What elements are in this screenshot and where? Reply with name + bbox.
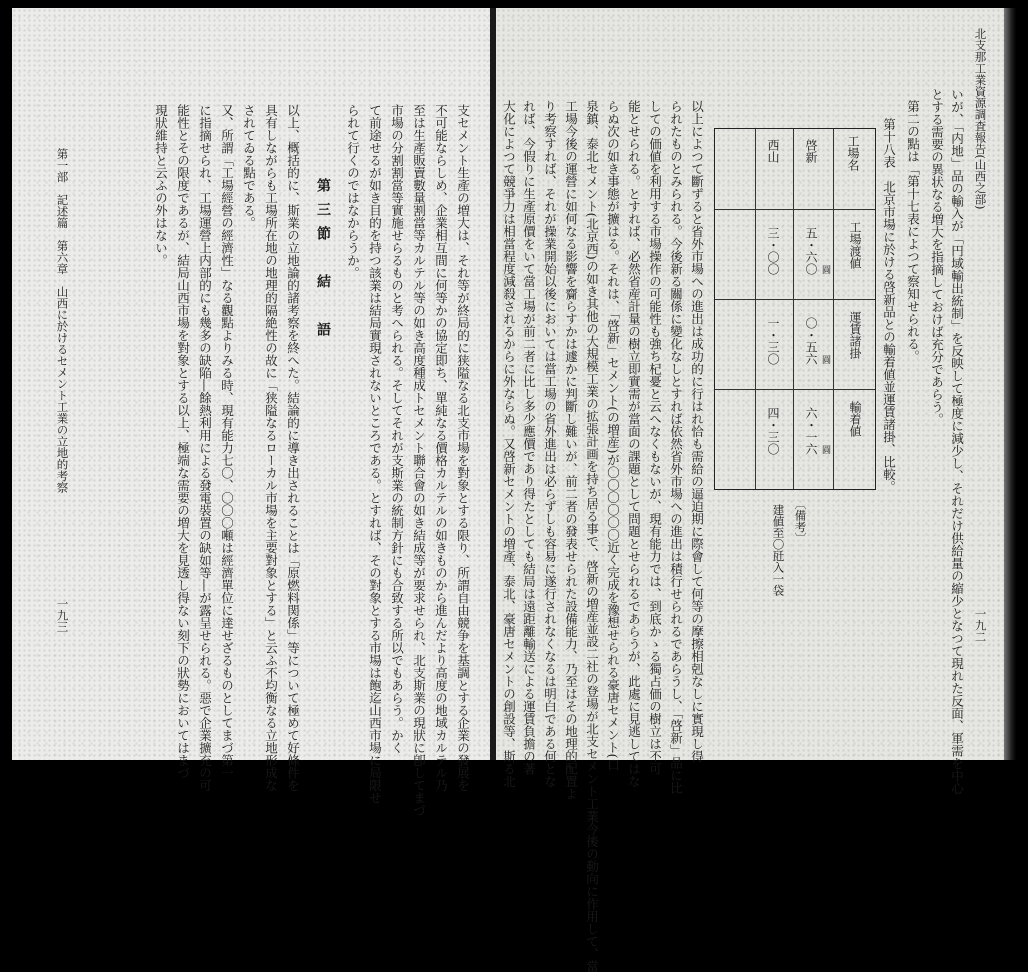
section-heading: 第三節 結 語	[315, 178, 331, 346]
left-text-column: 能性とその限度であるが、結局山西市場を對象とする以上、極端な需要の増大を見透し得ない刻下の狀勢においてはまづ	[175, 104, 191, 779]
left-text-column: に指摘せられ、工場運營上内部的にも幾多の缺陥―餘熱利用による發電裝置の缺如等―が露呈せられる。惡で企業擴充の可	[197, 104, 213, 792]
left-text-column: 以上、概括的に、斯業の立地論的諸考察を終へた。結論的に導き出されることは「原燃料関係」等について極めて好條件を	[285, 104, 301, 792]
table-cell-factory: 西山	[766, 139, 780, 163]
table-unit: 圓	[820, 355, 830, 364]
right-text-column: いが、「内地」品の輸入が「円域輸出統制」を反映して極度に減少し、それだけ供給量の縮少となつて現れた反面、軍需を中心	[949, 88, 965, 795]
table-cell-factory-price: 五・六〇	[804, 227, 818, 275]
table-unit: 圓	[820, 445, 830, 454]
left-text-column: 現狀維持と云ふの外はない。	[153, 104, 169, 267]
table-header-landed: 輸着値	[848, 401, 862, 437]
table-header-factory-price: 工場渡値	[848, 221, 862, 269]
right-text-column: らぬ次の如き事態が擴はる。それは、「啓新」セメント(の増産)が〇〇〇〇〇〇近く完成を豫想せられる豪唐セメント(口	[605, 100, 621, 771]
table-cell-factory: 啓新	[804, 139, 818, 163]
page-number: 一九三	[55, 598, 70, 633]
table-divider	[833, 129, 834, 489]
price-table	[714, 128, 876, 490]
right-text-column: られたものとみられる。今後新る關係に變化なしとすれば依然省外市場への進出は積行せられるであらうし、「啓新」品に比	[668, 100, 684, 794]
table-divider	[755, 129, 756, 489]
page-edge	[1004, 8, 1016, 760]
right-text-column: 能とせられる。とすれば、必然省産計量の樹立即實需が當面の課題として問題とせられるであらうが、此處に見逃してはな	[626, 100, 642, 788]
left-text-column: 市場の分割割當等實施せらるものと考へられる。そしてそれが支斯業の統制方針にも合致する所以でもあらう。かく	[389, 104, 405, 754]
table-caption: 第十八表 北京市場に於ける啓新品との輸着値並運賃諸掛、比較。	[881, 118, 897, 493]
right-text-column: しての価値を利用する市場操作の可能性も強ち杞憂と云へなくもないが、現有能力では、到底かゝる獨占価の樹立は不可	[647, 100, 663, 775]
table-header-freight: 運賃諸掛	[848, 311, 862, 359]
table-cell-freight: 〇・五六	[804, 317, 818, 365]
table-note-text: 建値至〇瓩入一袋	[771, 504, 786, 596]
left-text-column: されてゐる點である。	[241, 104, 257, 229]
right-text-column: 大化によつて競爭力は相當程度減殺されるからに外ならぬ。又啓新セメントの増產、泰北、豪唐セメントの創設等、斯る北	[501, 100, 517, 788]
left-text-column: 支セメント生產の増大は、それ等が終局的に狭隘なる北支市場を對象とする限り、所謂自由競争を基調とする企業の發展を	[455, 104, 471, 792]
left-text-column: 不可能ならしめ、企業相互間に何等かの協定即ち、單純なる價格カルテルの如きものから進んだより高度の地域カルテル乃	[433, 104, 449, 792]
right-text-column: 工場今後の運營に如何なる影響を齎らすかは遽かに判斷し難いが、前二者の發表せられた設備能力、乃至はその地理的配置よ	[563, 100, 579, 800]
left-text-column: 具有しながらも工場所在地の地理的隔絶性の故に「狭隘なるローカル市場を主要對象とする」と云ふ不均衡なる立地形成な	[263, 104, 279, 792]
left-text-column: 至は生產販賣數量割當等カルテル等の如き高度種成トセメント聯合會の如き結成等が要求せられ、北支斯業の現狀に卽してまづ	[411, 104, 427, 817]
right-page	[496, 8, 1004, 972]
left-text-column: られて行くのではなからうか。	[345, 104, 361, 279]
left-text-column: て前途せるが如き目的を持つ該業は結局實現されないところである。とすれば、その對象とする市場は飽迄山西市場に局限せ	[367, 104, 383, 804]
running-footer: 第一部 記述篇 第六章 山西に於けるセメント工業の立地的考察	[55, 148, 70, 493]
running-header: 北支那工業資源調査報告(山西之部)	[973, 28, 988, 210]
table-divider	[793, 129, 794, 489]
left-text-column: 又、所謂「工場經營の經濟性」なる觀點よりみる時、現有能力七〇、〇〇〇噸は經濟單位に達せざるものとしてまづ第一	[219, 104, 235, 779]
right-text-column: れば、今假りに生產原價をいて當工場が前二者に比し多少應價であり得たとしても結局は遠距離輸送による運賃負擔の著	[521, 100, 537, 775]
table-cell-freight: 一・三〇	[766, 317, 780, 365]
right-text-column: とする需要の異状なる増大を指摘しておけば充分であらう。	[929, 88, 945, 426]
table-cell-landed: 六・一六	[804, 407, 818, 455]
right-text-column: 以上によつて斷ずると省外市場への進出は成功的に行はれ恰も需給の逼迫期に際會して何等の摩擦相剋なしに實現し得	[689, 100, 705, 763]
right-text-column: 泉鎮、泰北セメント(北京西)の如き其他の大規模工業の拡張計画を持ち居る事で、啓新の増産並設二社の登場が北支セメント工業今後の動向に作用して、當	[584, 100, 600, 972]
book-spread	[12, 8, 1016, 972]
table-cell-landed: 四・三〇	[766, 407, 780, 455]
table-header-factory: 工場名	[846, 135, 860, 171]
table-cell-factory-price: 三・〇〇	[766, 227, 780, 275]
page-number: 一九二	[973, 608, 988, 643]
right-text-column: り考察すれば、それが操業開始以後においては當工場の省外進出は必らずしも容易に遂行されなくなるは明白である何とな	[542, 100, 558, 788]
table-unit: 圓	[820, 265, 830, 274]
table-note-label: 〔備考〕	[793, 498, 808, 544]
left-page	[12, 8, 490, 817]
right-text-column: 第二の點は「第十七表によつて察知せられる。	[905, 100, 921, 363]
